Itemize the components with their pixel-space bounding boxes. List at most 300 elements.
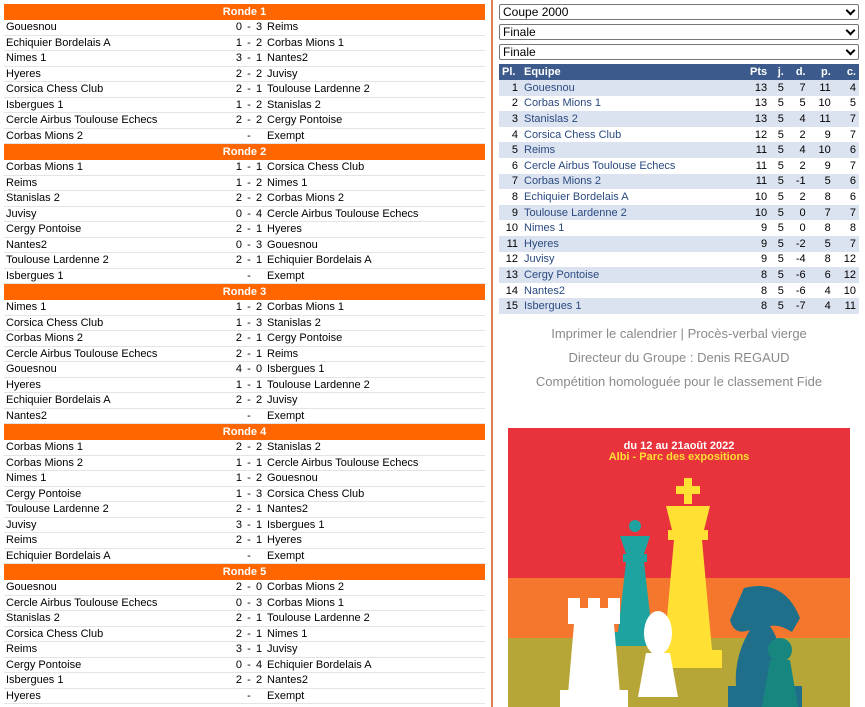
standings-cell-p: 4 (809, 298, 834, 314)
standings-cell-pts: 8 (738, 283, 770, 299)
standings-row (499, 174, 859, 190)
standings-cell-p: 7 (809, 205, 834, 221)
home-team: Reims (6, 643, 38, 655)
standings-row (499, 236, 859, 252)
home-score: 2 (235, 347, 242, 360)
home-score: 2 (235, 503, 242, 515)
team-link[interactable]: Echiquier Bordelais A (521, 189, 738, 205)
header-pl: Pl. (499, 64, 521, 80)
home-score (232, 549, 242, 564)
standings-panel (499, 4, 859, 389)
away-team: Reims (267, 21, 299, 33)
away-score: 2 (256, 176, 263, 189)
standings-cell-pts: 11 (738, 158, 770, 174)
standings-cell-pl: 12 (499, 252, 521, 268)
standings-cell-j: 5 (770, 142, 787, 158)
team-link[interactable]: Corbas Mions 1 (521, 96, 738, 112)
match-row (4, 611, 485, 627)
score-dash: - (247, 472, 251, 484)
home-score: 2 (235, 67, 242, 80)
team-link[interactable]: Corsica Chess Club (521, 127, 738, 143)
match-row (4, 627, 485, 643)
phase-select-value: Finale (503, 25, 536, 39)
score-dash: - (247, 176, 251, 189)
home-score: 0 (235, 207, 242, 220)
competition-select[interactable] (499, 4, 859, 20)
home-team: Echiquier Bordelais A (6, 549, 111, 562)
standings-cell-pl: 2 (499, 96, 521, 112)
poster-artwork (508, 428, 850, 707)
away-team: Corsica Chess Club (267, 487, 365, 500)
standings-cell-pts: 9 (738, 252, 770, 268)
team-link[interactable]: Reims (521, 142, 738, 158)
home-team: Toulouse Lardenne 2 (6, 503, 109, 515)
home-team: Juvisy (6, 207, 37, 220)
match-row (4, 113, 485, 129)
standings-cell-p: 11 (809, 80, 834, 96)
standings-cell-c: 6 (834, 174, 859, 190)
score-dash: - (247, 596, 251, 609)
away-team: Cercle Airbus Toulouse Echecs (267, 456, 419, 469)
away-score: 1 (256, 52, 263, 64)
away-team: Cergy Pontoise (267, 332, 343, 344)
standings-cell-pts: 8 (738, 267, 770, 283)
standings-cell-d: -1 (787, 174, 809, 190)
standings-cell-pts: 12 (738, 127, 770, 143)
standings-cell-c: 12 (834, 267, 859, 283)
group-director: Directeur du Groupe : Denis REGAUD (568, 349, 790, 365)
standings-cell-j: 5 (770, 267, 787, 283)
standings-row (499, 142, 859, 158)
standings-cell-c: 10 (834, 283, 859, 299)
away-score: 1 (256, 518, 263, 531)
match-row (4, 129, 485, 145)
score-dash: - (247, 378, 251, 391)
home-score: 1 (235, 36, 242, 49)
team-link[interactable]: Corbas Mions 2 (521, 174, 738, 190)
home-score: 2 (235, 114, 242, 126)
home-team: Stanislas 2 (6, 192, 60, 204)
home-score: 1 (235, 378, 242, 391)
standings-cell-c: 8 (834, 220, 859, 236)
standings-cell-d: -4 (787, 252, 809, 268)
standings-cell-pts: 13 (738, 80, 770, 96)
standings-row (499, 158, 859, 174)
event-poster[interactable] (508, 428, 850, 707)
standings-cell-j: 5 (770, 158, 787, 174)
home-team: Hyeres (6, 378, 41, 391)
away-team: Exempt (267, 409, 305, 422)
standings-cell-d: 2 (787, 189, 809, 205)
home-score: 1 (235, 98, 242, 111)
standings-cell-p: 4 (809, 283, 834, 299)
team-link[interactable]: Cercle Airbus Toulouse Echecs (521, 158, 738, 174)
score-dash: - (247, 52, 251, 64)
away-score: 1 (256, 612, 263, 624)
standings-cell-pts: 10 (738, 205, 770, 221)
score-dash: - (247, 643, 251, 655)
score-dash: - (247, 689, 251, 702)
header-team: Equipe (521, 64, 738, 80)
score-dash: - (247, 192, 251, 204)
away-team: Corbas Mions 1 (267, 301, 345, 313)
away-score: 2 (256, 114, 263, 126)
home-score: 0 (235, 21, 242, 33)
header-j: j. (770, 64, 787, 80)
match-row (4, 502, 485, 518)
standings-cell-p: 9 (809, 158, 834, 174)
home-team: Cergy Pontoise (6, 658, 82, 671)
home-score: 2 (235, 83, 242, 95)
score-dash: - (247, 269, 251, 282)
match-row (4, 362, 485, 378)
away-team: Exempt (267, 129, 305, 142)
home-score: 3 (235, 643, 242, 655)
match-row (4, 596, 485, 612)
home-team: Isbergues 1 (6, 98, 64, 111)
standings-cell-pts: 11 (738, 142, 770, 158)
home-team: Corsica Chess Club (6, 627, 104, 640)
away-team: Corbas Mions 2 (267, 581, 345, 593)
home-score: 2 (235, 254, 242, 266)
home-team: Nimes 1 (6, 301, 47, 313)
score-dash: - (247, 347, 251, 360)
score-dash: - (247, 207, 251, 220)
standings-cell-c: 7 (834, 236, 859, 252)
team-link[interactable]: Isbergues 1 (521, 298, 738, 314)
match-row (4, 300, 485, 316)
standings-cell-pl: 7 (499, 174, 521, 190)
score-dash: - (247, 581, 251, 593)
round-header: Ronde 4 (4, 424, 485, 440)
away-team: Corbas Mions 2 (267, 192, 345, 204)
match-row (4, 642, 485, 658)
team-link[interactable]: Gouesnou (521, 80, 738, 96)
away-score: 1 (256, 83, 263, 95)
round-header: Ronde 3 (4, 284, 485, 300)
match-row (4, 160, 485, 176)
standings-cell-c: 7 (834, 111, 859, 127)
match-row (4, 331, 485, 347)
away-score: 2 (256, 301, 263, 313)
standings-cell-j: 5 (770, 298, 787, 314)
home-score: 0 (235, 658, 242, 671)
standings-cell-j: 5 (770, 236, 787, 252)
away-team: Stanislas 2 (267, 441, 321, 453)
header-c: c. (834, 64, 859, 80)
home-team: Nimes 1 (6, 472, 47, 484)
home-team: Isbergues 1 (6, 269, 64, 282)
score-dash: - (247, 394, 251, 406)
standings-cell-j: 5 (770, 283, 787, 299)
score-dash: - (247, 549, 251, 562)
home-team: Isbergues 1 (6, 674, 64, 686)
score-dash: - (247, 674, 251, 686)
score-dash: - (247, 409, 251, 422)
standings-cell-j: 5 (770, 111, 787, 127)
match-row (4, 487, 485, 503)
standings-cell-c: 12 (834, 252, 859, 268)
column-divider (491, 0, 493, 707)
match-row (4, 393, 485, 409)
home-score: 2 (235, 627, 242, 640)
score-dash: - (247, 518, 251, 531)
away-team: Nantes2 (267, 674, 308, 686)
away-team: Toulouse Lardenne 2 (267, 83, 370, 95)
away-score: 3 (256, 316, 263, 329)
chevron-down-icon (845, 7, 855, 17)
match-row (4, 440, 485, 456)
score-dash: - (247, 67, 251, 80)
match-row (4, 456, 485, 472)
home-team: Cercle Airbus Toulouse Echecs (6, 596, 158, 609)
standings-cell-d: 0 (787, 220, 809, 236)
home-score: 2 (235, 441, 242, 453)
away-score: 1 (256, 332, 263, 344)
standings-cell-d: 2 (787, 127, 809, 143)
away-score: 2 (256, 67, 263, 80)
standings-cell-pts: 10 (738, 189, 770, 205)
away-score: 1 (256, 161, 263, 173)
away-score: 1 (256, 534, 263, 546)
home-score: 0 (235, 596, 242, 609)
away-team: Nantes2 (267, 503, 308, 515)
away-score (256, 409, 264, 424)
standings-cell-d: -6 (787, 283, 809, 299)
score-dash: - (247, 114, 251, 126)
home-team: Toulouse Lardenne 2 (6, 254, 109, 266)
home-team: Corsica Chess Club (6, 316, 104, 329)
standings-cell-j: 5 (770, 189, 787, 205)
home-team: Gouesnou (6, 363, 57, 375)
standings-cell-pl: 15 (499, 298, 521, 314)
away-team: Hyeres (267, 534, 302, 546)
away-team: Juvisy (267, 643, 298, 655)
standings-cell-d: 5 (787, 96, 809, 112)
standings-cell-pts: 13 (738, 96, 770, 112)
away-score: 0 (256, 363, 263, 375)
header-d: d. (787, 64, 809, 80)
standings-cell-pl: 3 (499, 111, 521, 127)
away-team: Gouesnou (267, 238, 318, 251)
score-dash: - (247, 223, 251, 235)
home-score (232, 409, 242, 424)
home-team: Corbas Mions 2 (6, 129, 84, 142)
away-score: 0 (256, 581, 263, 593)
match-row (4, 471, 485, 487)
home-score (232, 689, 242, 704)
standings-row (499, 127, 859, 143)
home-team: Nantes2 (6, 238, 47, 251)
away-score: 1 (256, 254, 263, 266)
standings-cell-p: 5 (809, 236, 834, 252)
home-team: Corbas Mions 1 (6, 161, 84, 173)
home-team: Reims (6, 534, 38, 546)
standings-row (499, 283, 859, 299)
team-link[interactable]: Cergy Pontoise (521, 267, 738, 283)
header-pts: Pts (738, 64, 770, 80)
fide-note: Compétition homologuée pour le classement Fide (535, 373, 823, 389)
team-link[interactable]: Juvisy (521, 252, 738, 268)
home-score: 2 (235, 674, 242, 686)
standings-cell-pl: 8 (499, 189, 521, 205)
home-score (232, 269, 242, 284)
away-score: 2 (256, 192, 263, 204)
home-score: 3 (235, 52, 242, 64)
standings-cell-j: 5 (770, 205, 787, 221)
match-row (4, 549, 485, 565)
match-row (4, 409, 485, 425)
score-dash: - (247, 36, 251, 49)
home-team: Cercle Airbus Toulouse Echecs (6, 347, 158, 360)
home-team: Nantes2 (6, 409, 47, 422)
team-link[interactable]: Nantes2 (521, 283, 738, 299)
away-score: 2 (256, 674, 263, 686)
match-row (4, 253, 485, 269)
away-score: 2 (256, 98, 263, 111)
standings-cell-c: 6 (834, 189, 859, 205)
home-score: 1 (235, 487, 242, 500)
standings-cell-pts: 8 (738, 298, 770, 314)
score-dash: - (247, 627, 251, 640)
standings-cell-pts: 9 (738, 220, 770, 236)
home-team: Nimes 1 (6, 52, 47, 64)
standings-cell-p: 6 (809, 267, 834, 283)
group-select[interactable] (499, 44, 859, 60)
home-score: 3 (235, 518, 242, 531)
match-row (4, 518, 485, 534)
standings-cell-p: 8 (809, 189, 834, 205)
home-score: 4 (235, 363, 242, 375)
team-link[interactable]: Stanislas 2 (521, 111, 738, 127)
standings-cell-pl: 14 (499, 283, 521, 299)
round-header: Ronde 1 (4, 4, 485, 20)
away-team: Corsica Chess Club (267, 161, 365, 173)
match-row (4, 673, 485, 689)
print-calendar-link[interactable]: Imprimer le calendrier (551, 325, 677, 341)
away-team: Toulouse Lardenne 2 (267, 378, 370, 391)
score-dash: - (247, 503, 251, 515)
home-score: 2 (235, 581, 242, 593)
link-separator: | (680, 325, 684, 341)
home-team: Echiquier Bordelais A (6, 394, 111, 406)
match-row (4, 347, 485, 363)
home-score: 1 (235, 176, 242, 189)
standings-cell-d: 0 (787, 205, 809, 221)
away-team: Stanislas 2 (267, 316, 321, 329)
home-team: Hyeres (6, 689, 41, 702)
chevron-down-icon (845, 47, 855, 57)
away-score: 3 (256, 596, 263, 609)
standings-cell-j: 5 (770, 252, 787, 268)
away-score (256, 549, 264, 564)
score-dash: - (247, 487, 251, 500)
home-score: 1 (235, 472, 242, 484)
score-dash: - (247, 301, 251, 313)
home-team: Corbas Mions 2 (6, 332, 84, 344)
away-score: 1 (256, 347, 263, 360)
team-link[interactable]: Hyeres (521, 236, 738, 252)
standings-cell-d: -7 (787, 298, 809, 314)
standings-cell-j: 5 (770, 220, 787, 236)
standings-row (499, 96, 859, 112)
home-team: Cergy Pontoise (6, 223, 82, 235)
home-score: 2 (235, 223, 242, 235)
round-header: Ronde 2 (4, 144, 485, 160)
blank-report-link[interactable]: Procès-verbal vierge (687, 325, 807, 341)
standings-row (499, 111, 859, 127)
standings-cell-pl: 9 (499, 205, 521, 221)
match-row (4, 82, 485, 98)
poster-dates: du 12 au 21août 2022 (623, 440, 735, 452)
standings-cell-pl: 11 (499, 236, 521, 252)
team-link[interactable]: Toulouse Lardenne 2 (521, 205, 738, 221)
standings-cell-c: 6 (834, 142, 859, 158)
home-team: Echiquier Bordelais A (6, 36, 111, 49)
home-team: Gouesnou (6, 21, 57, 33)
home-score (232, 129, 242, 144)
away-team: Reims (267, 347, 299, 360)
match-row (4, 658, 485, 674)
match-row (4, 689, 485, 705)
home-team: Gouesnou (6, 581, 57, 593)
score-dash: - (247, 83, 251, 95)
away-team: Isbergues 1 (267, 518, 325, 531)
score-dash: - (247, 332, 251, 344)
standings-cell-p: 5 (809, 174, 834, 190)
home-score: 1 (235, 316, 242, 329)
phase-select[interactable] (499, 24, 859, 40)
away-score: 4 (256, 207, 263, 220)
away-team: Nimes 1 (267, 176, 308, 189)
away-score: 2 (256, 472, 263, 484)
standings-cell-d: 2 (787, 158, 809, 174)
match-row (4, 98, 485, 114)
away-team: Juvisy (267, 67, 298, 80)
match-row (4, 269, 485, 285)
match-row (4, 191, 485, 207)
match-row (4, 580, 485, 596)
standings-header-row (499, 64, 859, 80)
standings-cell-j: 5 (770, 80, 787, 96)
standings-cell-pts: 11 (738, 174, 770, 190)
away-score: 3 (256, 21, 263, 33)
score-dash: - (247, 534, 251, 546)
away-score: 4 (256, 658, 263, 671)
home-team: Hyeres (6, 67, 41, 80)
away-team: Gouesnou (267, 472, 318, 484)
standings-row (499, 205, 859, 221)
group-select-value: Finale (503, 45, 536, 59)
score-dash: - (247, 129, 251, 142)
standings-table (499, 64, 859, 314)
away-score: 1 (256, 223, 263, 235)
links-line (499, 326, 859, 341)
standings-cell-p: 9 (809, 127, 834, 143)
away-score: 2 (256, 36, 263, 49)
home-team: Corbas Mions 2 (6, 456, 84, 469)
match-row (4, 238, 485, 254)
home-team: Corbas Mions 1 (6, 441, 84, 453)
team-link[interactable]: Nimes 1 (521, 220, 738, 236)
away-score: 1 (256, 627, 263, 640)
standings-cell-p: 11 (809, 111, 834, 127)
round-header: Ronde 5 (4, 564, 485, 580)
away-team: Juvisy (267, 394, 298, 406)
standings-cell-d: 7 (787, 80, 809, 96)
score-dash: - (247, 238, 251, 251)
match-row (4, 67, 485, 83)
